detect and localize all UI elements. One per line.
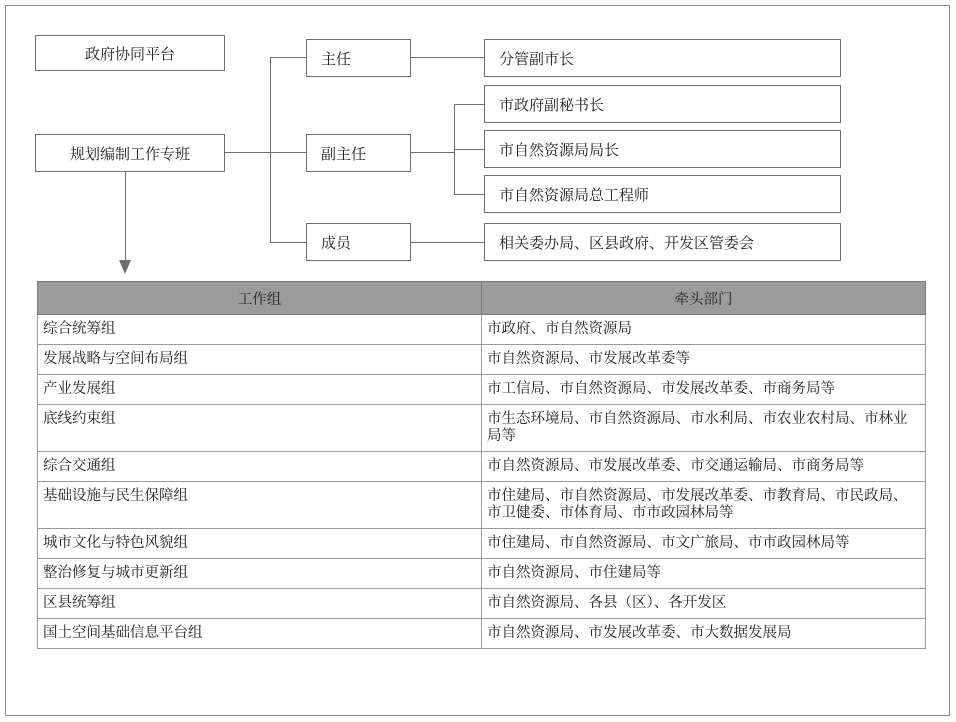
group-name: 发展战略与空间布局组 [38, 345, 482, 375]
group-name: 国土空间基础信息平台组 [38, 619, 482, 649]
members-value-box [484, 223, 841, 261]
lead-departments: 市住建局、市自然资源局、市文广旅局、市市政园林局等 [482, 529, 926, 559]
connector-branch-to-deputy [270, 152, 306, 153]
table-row [38, 529, 926, 559]
connector-members-to-value [411, 242, 484, 243]
table-row [38, 405, 926, 452]
team-label: 规划编制工作专班 [69, 144, 190, 163]
deputy-value-box-2 [484, 130, 841, 168]
connector-director-to-value [411, 57, 484, 58]
table-header-row [38, 282, 926, 315]
deputy-value-box-1 [484, 85, 841, 123]
table-row [38, 345, 926, 375]
group-name: 底线约束组 [38, 405, 482, 452]
group-name: 城市文化与特色风貌组 [38, 529, 482, 559]
connector-deputy-to-value-1 [454, 104, 484, 105]
work-group-table [37, 281, 926, 649]
director-value-box [484, 39, 841, 77]
lead-departments: 市生态环境局、市自然资源局、市水利局、市农业农村局、市林业局等 [482, 405, 926, 452]
director-label: 主任 [321, 49, 352, 68]
table-row [38, 589, 926, 619]
platform-box [35, 35, 225, 71]
lead-departments: 市工信局、市自然资源局、市发展改革委、市商务局等 [482, 375, 926, 405]
header-work-group: 工作组 [38, 282, 482, 315]
platform-label: 政府协同平台 [84, 44, 175, 63]
lead-departments: 市自然资源局、市发展改革委、市大数据发展局 [482, 619, 926, 649]
table-row [38, 482, 926, 529]
arrow-shaft [125, 172, 126, 261]
group-name: 基础设施与民生保障组 [38, 482, 482, 529]
connector-branch-vertical [270, 57, 271, 242]
group-name: 综合统筹组 [38, 315, 482, 345]
group-name: 区县统筹组 [38, 589, 482, 619]
group-name: 整治修复与城市更新组 [38, 559, 482, 589]
deputy-label: 副主任 [321, 144, 367, 163]
connector-team-to-branch [225, 152, 270, 153]
table-row [38, 375, 926, 405]
table-row [38, 559, 926, 589]
director-box [306, 39, 411, 77]
members-label: 成员 [321, 233, 352, 252]
director-value: 分管副市长 [499, 49, 575, 68]
lead-departments: 市自然资源局、市发展改革委、市交通运输局、市商务局等 [482, 452, 926, 482]
group-name: 产业发展组 [38, 375, 482, 405]
lead-departments: 市政府、市自然资源局 [482, 315, 926, 345]
table-row [38, 619, 926, 649]
lead-departments: 市自然资源局、各县（区）、各开发区 [482, 589, 926, 619]
members-value: 相关委办局、区县政府、开发区管委会 [499, 233, 755, 252]
members-box [306, 223, 411, 261]
deputy-value-1: 市政府副秘书长 [499, 95, 605, 114]
deputy-box [306, 134, 411, 172]
deputy-value-2: 市自然资源局局长 [499, 140, 620, 159]
connector-deputy-to-value-3 [454, 194, 484, 195]
lead-departments: 市自然资源局、市发展改革委等 [482, 345, 926, 375]
connector-branch-to-members [270, 242, 306, 243]
group-name: 综合交通组 [38, 452, 482, 482]
deputy-value-box-3 [484, 175, 841, 213]
arrow-down-icon [119, 260, 131, 274]
table-row [38, 452, 926, 482]
team-box [35, 134, 225, 172]
lead-departments: 市住建局、市自然资源局、市发展改革委、市教育局、市民政局、市卫健委、市体育局、市市政园林局等 [482, 482, 926, 529]
table-row [38, 315, 926, 345]
lead-departments: 市自然资源局、市住建局等 [482, 559, 926, 589]
header-lead-department: 牵头部门 [482, 282, 926, 315]
connector-branch-to-director [270, 57, 306, 58]
connector-deputy-to-value-2 [454, 149, 484, 150]
connector-deputy-out [411, 152, 454, 153]
deputy-value-3: 市自然资源局总工程师 [499, 185, 650, 204]
